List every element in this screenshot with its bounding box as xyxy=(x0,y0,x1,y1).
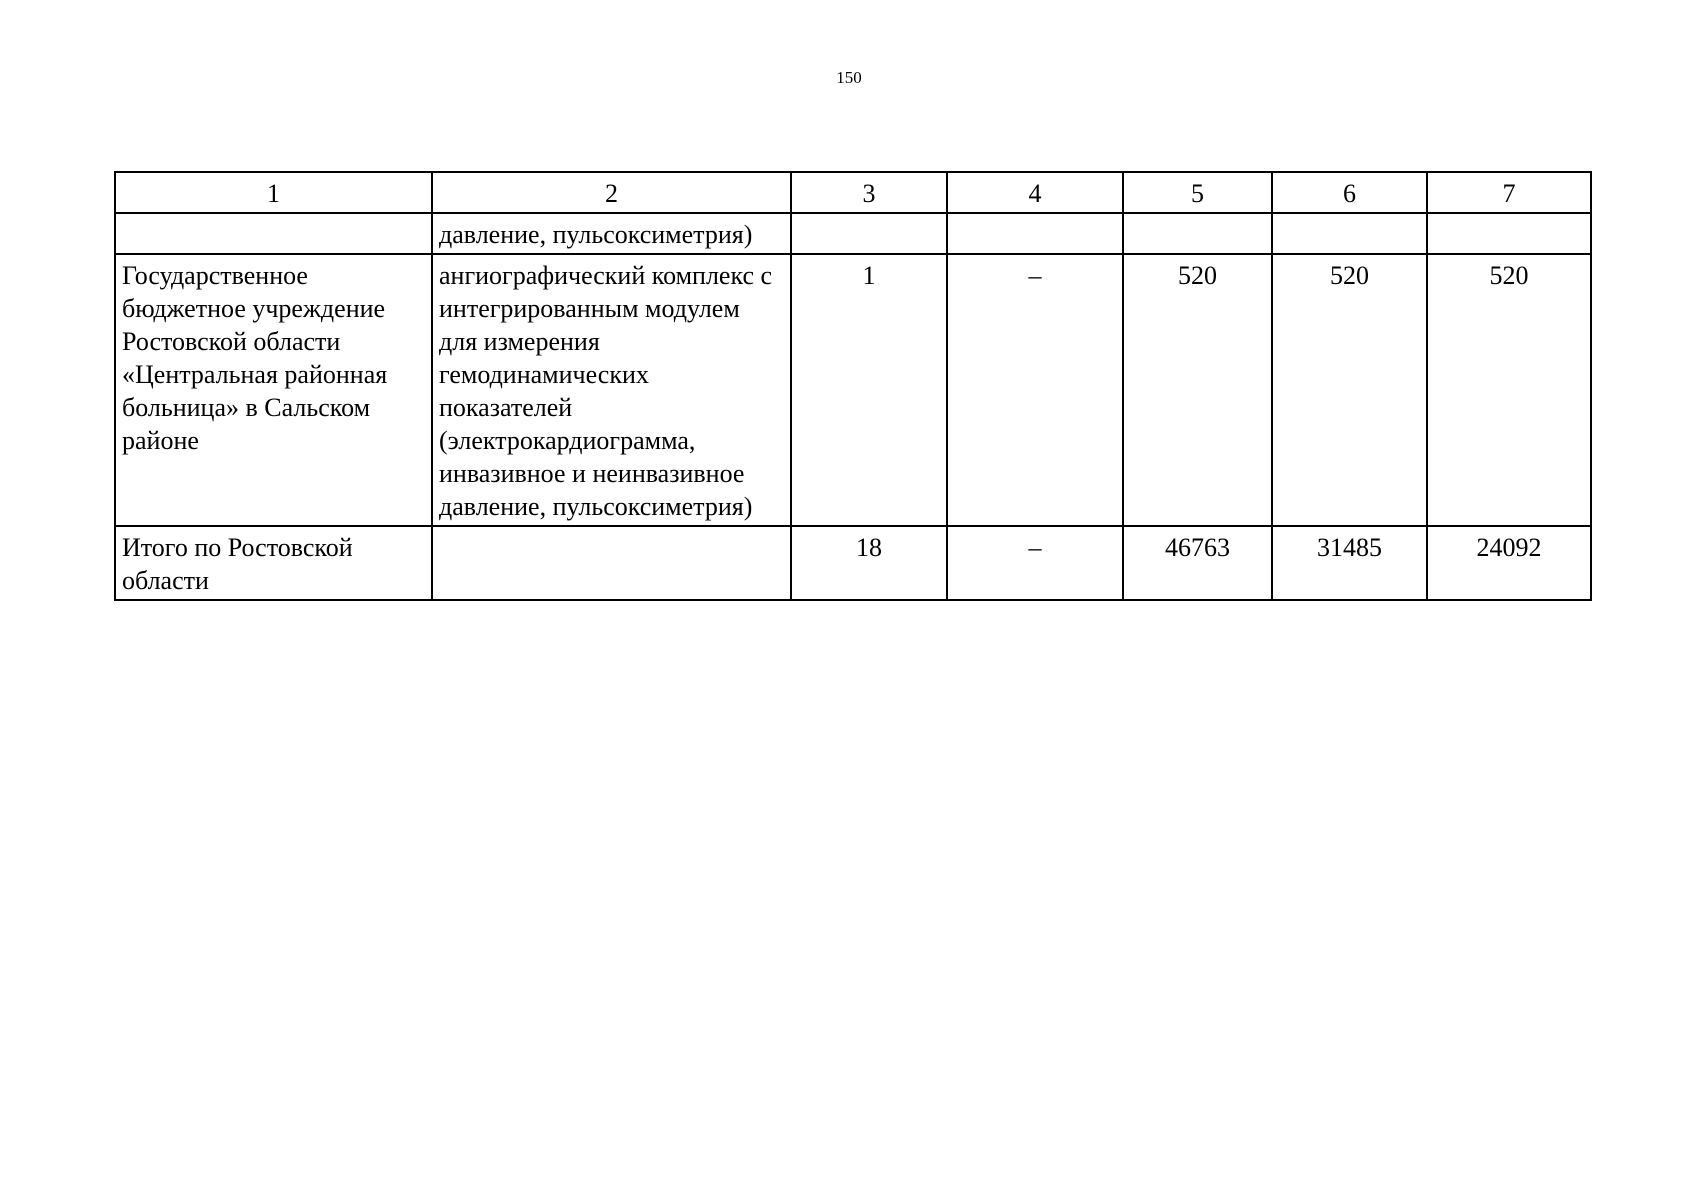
header-cell-1: 1 xyxy=(115,172,432,213)
quantity-cell: 18 xyxy=(791,526,947,600)
header-cell-7: 7 xyxy=(1427,172,1591,213)
institution-cell: Государственное бюджетное учреждение Ростовской области «Центральная районная больница» в Сальском районе xyxy=(115,254,432,526)
column-7-cell: 520 xyxy=(1427,254,1591,526)
column-4-cell: – xyxy=(947,526,1123,600)
quantity-cell xyxy=(791,213,947,254)
column-5-cell: 520 xyxy=(1123,254,1272,526)
column-7-cell xyxy=(1427,213,1591,254)
header-cell-3: 3 xyxy=(791,172,947,213)
header-cell-2: 2 xyxy=(432,172,791,213)
total-label-cell: Итого по Ростовской области xyxy=(115,526,432,600)
table-row xyxy=(115,254,1591,526)
column-6-cell: 520 xyxy=(1272,254,1427,526)
column-6-cell: 31485 xyxy=(1272,526,1427,600)
column-5-cell xyxy=(1123,213,1272,254)
column-4-cell xyxy=(947,213,1123,254)
equipment-cell xyxy=(432,526,791,600)
table-row xyxy=(115,213,1591,254)
data-table xyxy=(114,171,1592,601)
column-4-cell: – xyxy=(947,254,1123,526)
equipment-cell: ангиографический комплекс с интегрированным модулем для измерения гемодинамических показателей (электрокардиограмма, инвазивное и неинвазивное давление, пульсоксиметрия) xyxy=(432,254,791,526)
total-row xyxy=(115,526,1591,600)
header-cell-4: 4 xyxy=(947,172,1123,213)
page-number: 150 xyxy=(836,68,862,87)
column-6-cell xyxy=(1272,213,1427,254)
table-header-row xyxy=(115,172,1591,213)
institution-cell xyxy=(115,213,432,254)
equipment-cell: давление, пульсоксиметрия) xyxy=(432,213,791,254)
quantity-cell: 1 xyxy=(791,254,947,526)
header-cell-5: 5 xyxy=(1123,172,1272,213)
header-cell-6: 6 xyxy=(1272,172,1427,213)
column-5-cell: 46763 xyxy=(1123,526,1272,600)
column-7-cell: 24092 xyxy=(1427,526,1591,600)
